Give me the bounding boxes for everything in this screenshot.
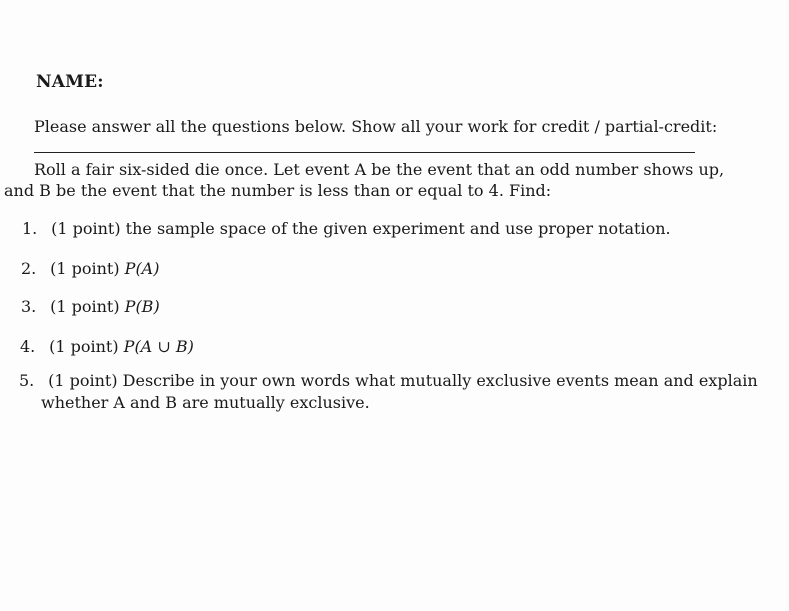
- question-points: (1 point): [50, 297, 120, 316]
- question-number: 5.: [19, 371, 35, 390]
- question-5: [19, 370, 759, 414]
- question-points: (1 point): [50, 259, 120, 278]
- question-text-line-2: whether A and B are mutually exclusive.: [41, 393, 370, 412]
- question-text-line-1: Describe in your own words what mutually exclusive events mean and explain: [122, 371, 758, 390]
- question-math: P(A ∪ B): [123, 337, 194, 356]
- instructions-text: Please answer all the questions below. Show all your work for credit / partial-credit:: [34, 117, 718, 136]
- question-math: P(B): [124, 297, 160, 316]
- question-2: [21, 258, 159, 280]
- question-points: (1 point): [49, 337, 119, 356]
- question-points: (1 point): [48, 371, 118, 390]
- question-text: the sample space of the given experiment and use proper notation.: [125, 219, 671, 238]
- question-math: P(A): [124, 259, 160, 278]
- divider-line: [34, 152, 695, 153]
- question-number: 2.: [21, 259, 37, 278]
- question-3: [21, 296, 160, 318]
- problem-statement: Roll a fair six-sided die once. Let event A be the event that an odd number shows up, and B be the event that the number is less than or equal to 4. Find:: [4, 160, 725, 200]
- name-label: NAME:: [36, 72, 104, 92]
- question-number: 1.: [22, 219, 38, 238]
- question-1: [22, 218, 671, 240]
- question-number: 4.: [20, 337, 36, 356]
- question-4: [20, 336, 194, 358]
- question-points: (1 point): [51, 219, 121, 238]
- question-number: 3.: [21, 297, 37, 316]
